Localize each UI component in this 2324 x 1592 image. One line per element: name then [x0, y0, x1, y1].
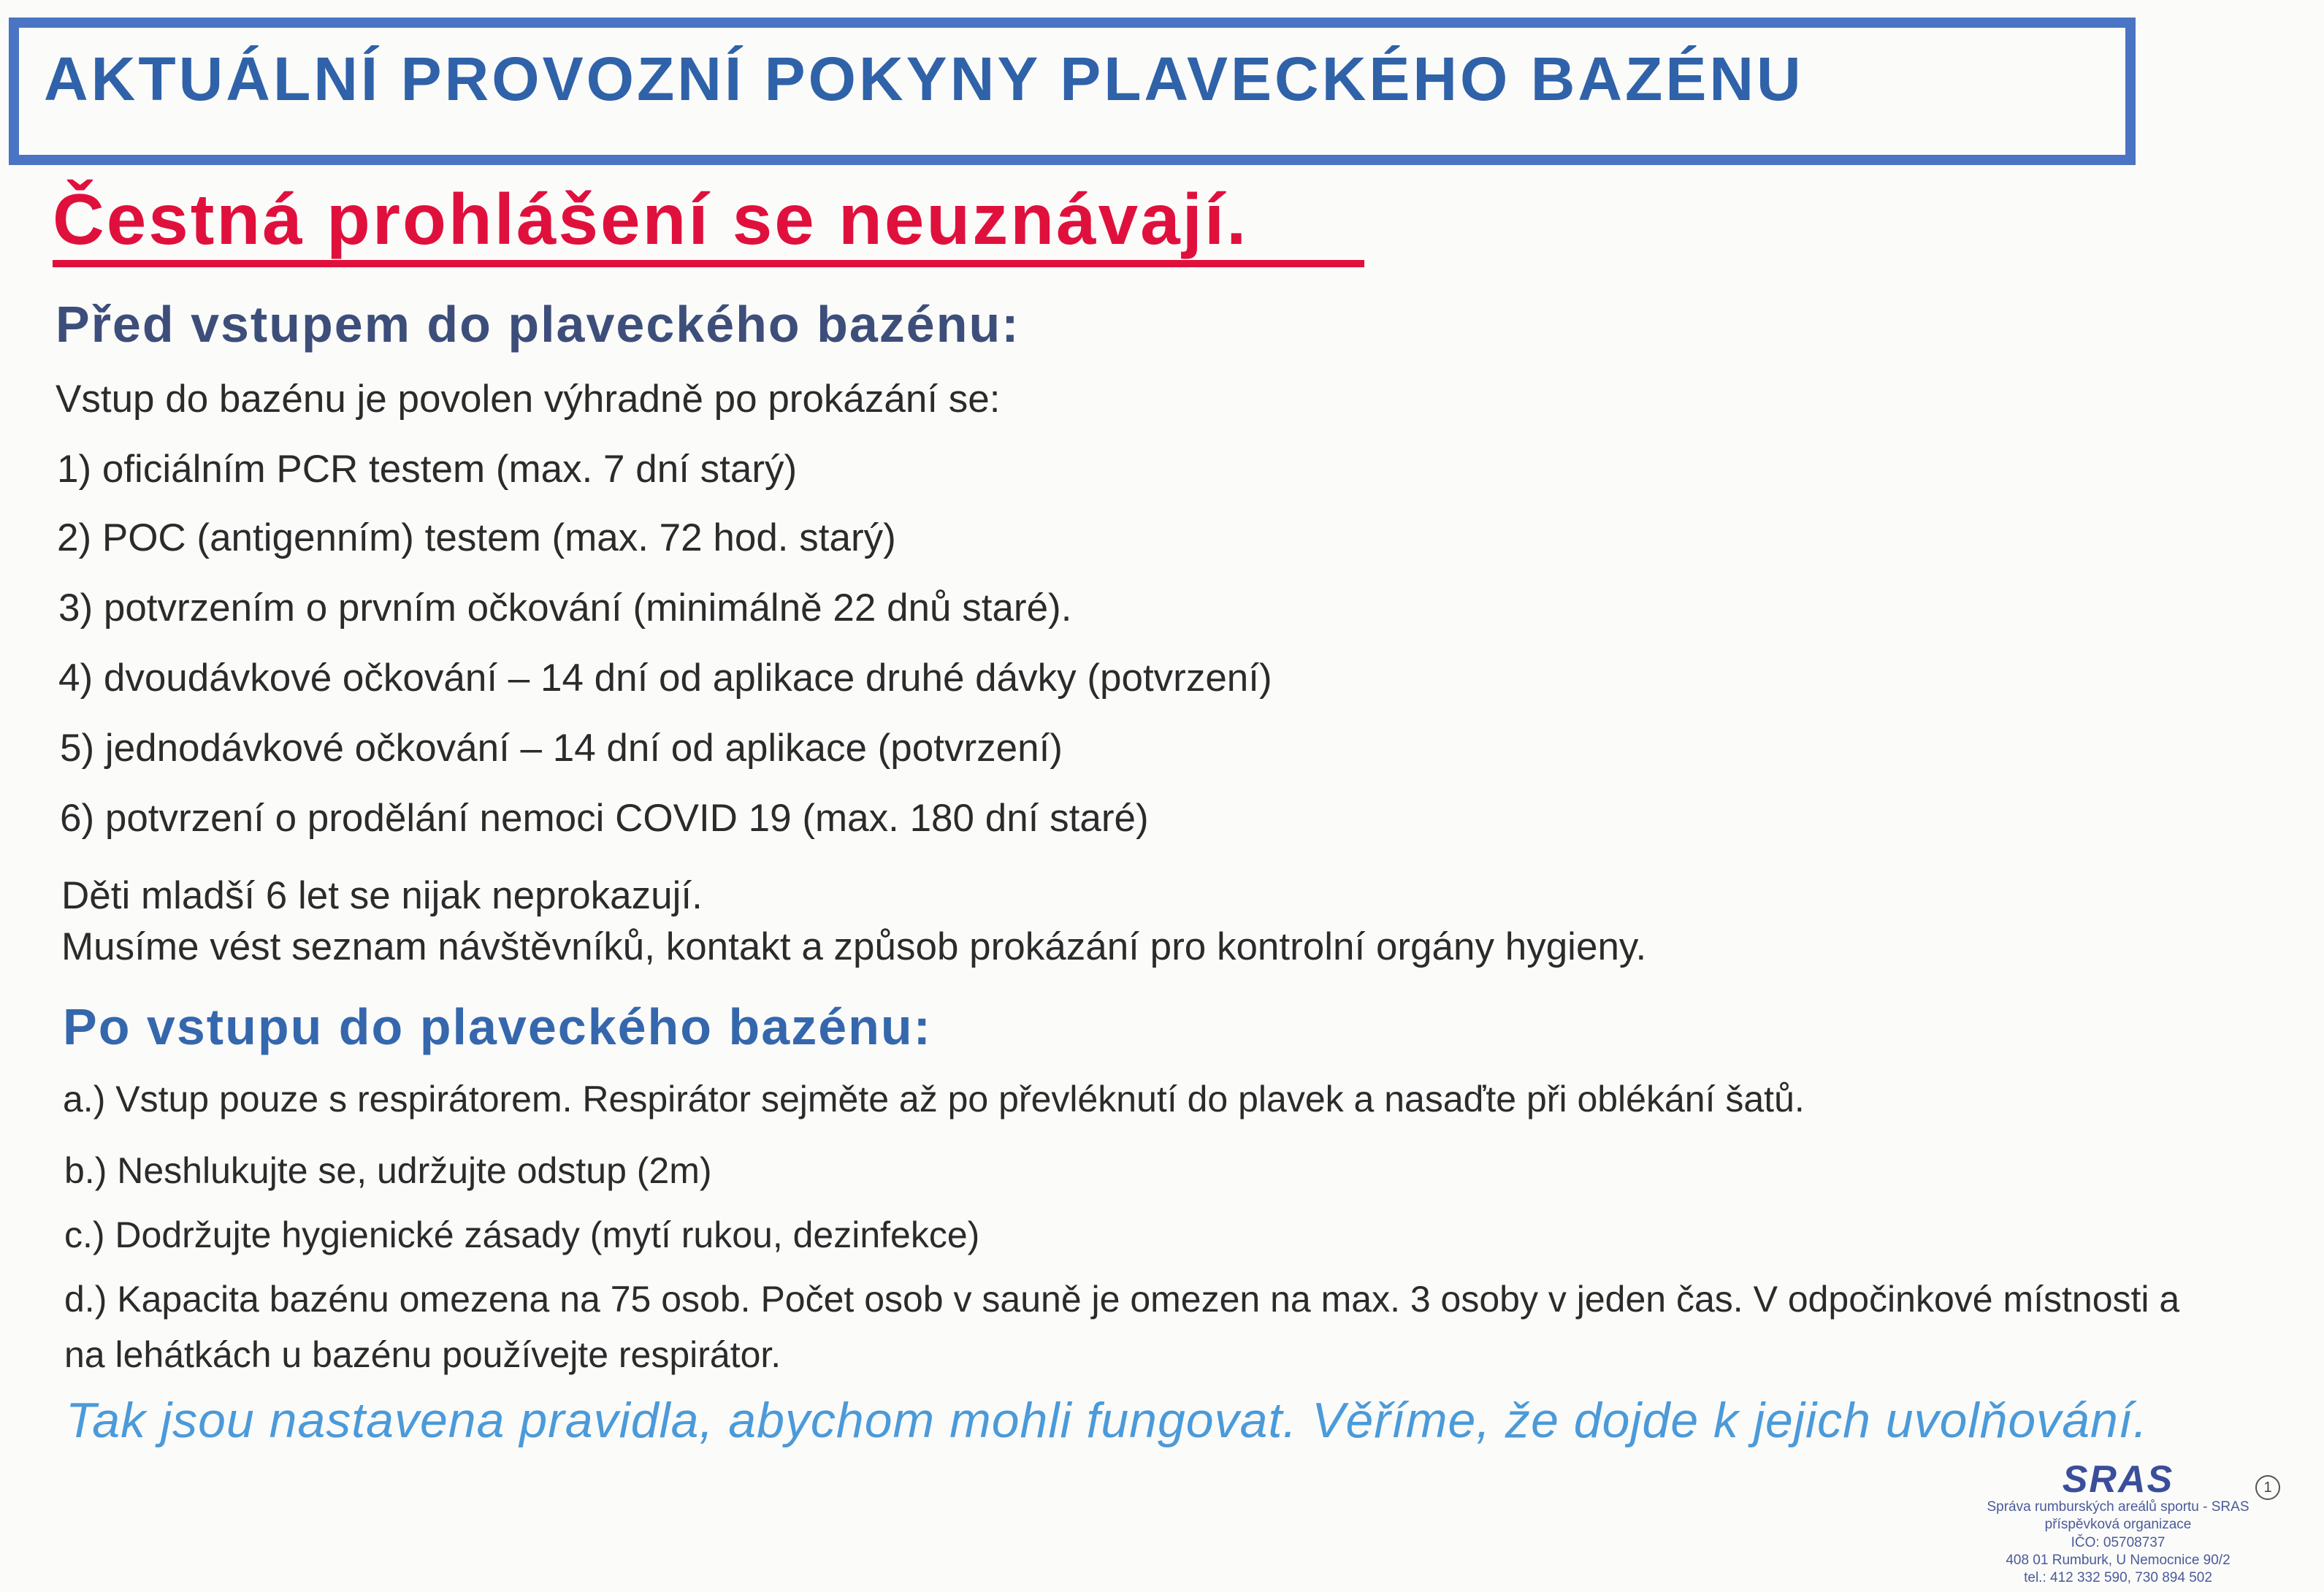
page-title: AKTUÁLNÍ PROVOZNÍ POKYNY PLAVECKÉHO BAZÉNU: [44, 45, 1804, 113]
stamp-org-name: Správa rumburských areálů sportu - SRAS: [1987, 1499, 2250, 1515]
rule-d: d.) Kapacita bazénu omezena na 75 osob. Počet osob v sauně je omezen na max. 3 osoby v jeden čas. V odpočinkové místnosti a: [64, 1279, 2180, 1320]
closing-statement: Tak jsou nastavena pravidla, abychom mohli fungovat. Věříme, že dojde k jejich uvolňování.: [66, 1393, 2148, 1448]
stamp-logo: SRAS: [2062, 1458, 2174, 1501]
warning-underline: [53, 260, 1364, 267]
rule-c: c.) Dodržujte hygienické zásady (mytí rukou, dezinfekce): [64, 1214, 980, 1255]
entry-item-3: 3) potvrzením o prvním očkování (minimálně 22 dnů staré).: [58, 586, 1072, 629]
entry-item-1: 1) oficiálním PCR testem (max. 7 dní starý): [57, 448, 798, 491]
rule-d-continued: na lehátkách u bazénu používejte respirátor.: [64, 1334, 781, 1375]
stamp-address: 408 01 Rumburk, U Nemocnice 90/2: [2006, 1552, 2231, 1568]
entry-item-2: 2) POC (antigenním) testem (max. 72 hod. starý): [57, 516, 896, 559]
organization-stamp: [1972, 1458, 2264, 1586]
entry-item-4: 4) dvoudávkové očkování – 14 dní od aplikace druhé dávky (potvrzení): [58, 657, 1272, 700]
entry-intro: Vstup do bazénu je povolen výhradně po prokázání se:: [56, 378, 1001, 421]
page-number: 1: [2255, 1475, 2280, 1500]
rule-a: a.) Vstup pouze s respirátorem. Respirátor sejměte až po převléknutí do plavek a nasaďte při oblékání šatů.: [63, 1079, 1805, 1120]
entry-item-5: 5) jednodávkové očkování – 14 dní od aplikace (potvrzení): [60, 727, 1063, 770]
stamp-phone: tel.: 412 332 590, 730 894 502: [2024, 1570, 2212, 1586]
note-children: Děti mladší 6 let se nijak neprokazují.: [61, 874, 703, 917]
note-register: Musíme vést seznam návštěvníků, kontakt a způsob prokázání pro kontrolní orgány hygieny.: [61, 925, 1647, 968]
rule-b: b.) Neshlukujte se, udržujte odstup (2m): [64, 1150, 712, 1191]
stamp-org-type: příspěvková organizace: [2044, 1517, 2192, 1533]
heading-before-entry: Před vstupem do plaveckého bazénu:: [56, 296, 1020, 353]
stamp-ico: IČO: 05708737: [2071, 1534, 2166, 1550]
warning-notice: Čestná prohlášení se neuznávají.: [53, 179, 1249, 259]
heading-after-entry: Po vstupu do plaveckého bazénu:: [63, 998, 932, 1055]
entry-item-6: 6) potvrzení o prodělání nemoci COVID 19 (max. 180 dní staré): [60, 797, 1149, 840]
